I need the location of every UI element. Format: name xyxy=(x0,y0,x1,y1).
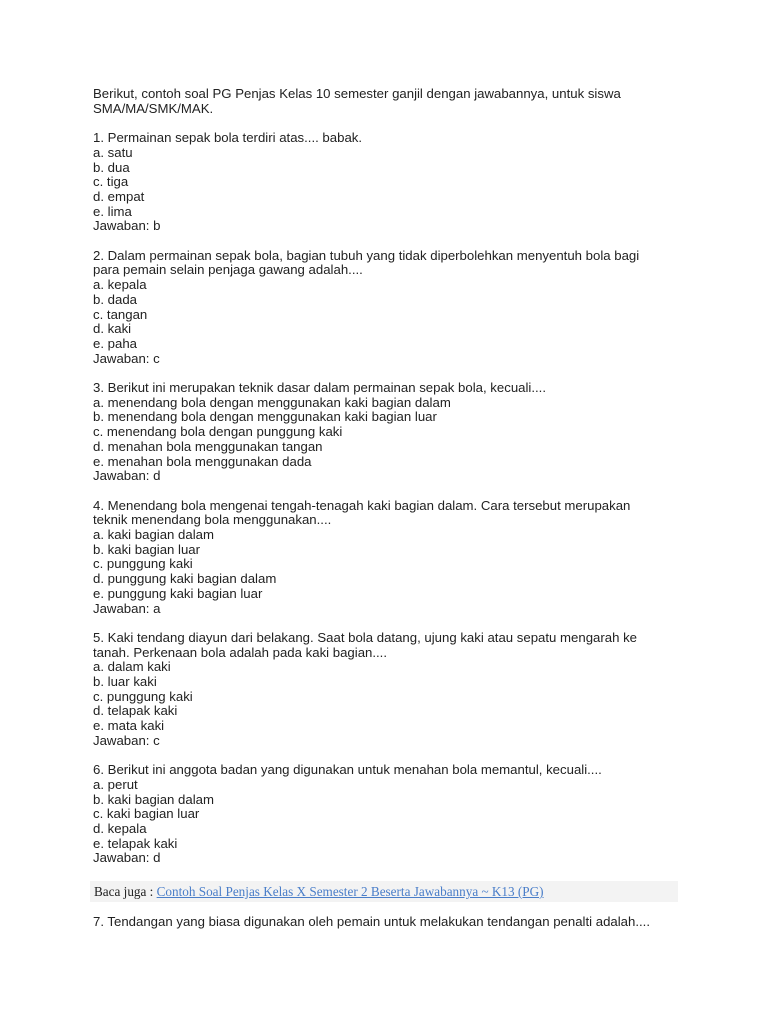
answer-option: b. menendang bola dengan menggunakan kaki bagian luar xyxy=(93,409,437,425)
intro-line: Berikut, contoh soal PG Penjas Kelas 10 semester ganjil dengan jawabannya, untuk siswa xyxy=(93,86,621,101)
question-stem: para pemain selain penjaga gawang adalah.... xyxy=(93,262,363,278)
question-block xyxy=(93,131,683,234)
question-stem: tanah. Perkenaan bola adalah pada kaki bagian.... xyxy=(93,644,388,660)
question-stem: 6. Berikut ini anggota badan yang digunakan untuk menahan bola memantul, kecuali.... xyxy=(93,762,602,778)
answer-key: Jawaban: b xyxy=(93,218,161,234)
answer-option: b. kaki bagian luar xyxy=(93,541,201,557)
document-body xyxy=(93,87,683,881)
question-block xyxy=(93,763,683,866)
intro-line: SMA/MA/SMK/MAK. xyxy=(93,100,214,116)
question-stem: 5. Kaki tendang diayun dari belakang. Saat bola datang, ujung kaki atau sepatu mengarah ke xyxy=(93,629,638,645)
question-block xyxy=(93,499,683,617)
question-stem: teknik menendang bola menggunakan.... xyxy=(93,512,332,528)
answer-option: c. kaki bagian luar xyxy=(93,806,200,822)
baca-juga-link[interactable]: Contoh Soal Penjas Kelas X Semester 2 Beserta Jawabannya ~ K13 (PG) xyxy=(156,884,544,899)
answer-option: a. kepala xyxy=(93,277,147,293)
answer-option: d. kepala xyxy=(93,821,147,837)
answer-option: a. satu xyxy=(93,144,133,160)
answer-option: a. menendang bola dengan menggunakan kaki bagian dalam xyxy=(93,394,451,410)
answer-option: c. punggung kaki xyxy=(93,688,193,704)
question-block xyxy=(93,631,683,749)
answer-key: Jawaban: c xyxy=(93,350,160,366)
question-block xyxy=(93,249,683,367)
question-stem: 2. Dalam permainan sepak bola, bagian tubuh yang tidak diperbolehkan menyentuh bola bagi xyxy=(93,247,640,263)
question-stem: 4. Menendang bola mengenai tengah-tenagah kaki bagian dalam. Cara tersebut merupakan xyxy=(93,497,631,513)
baca-juga-bar xyxy=(90,881,678,902)
answer-option: e. mata kaki xyxy=(93,718,165,734)
question-7-stem: 7. Tendangan yang biasa digunakan oleh pemain untuk melakukan tendangan penalti adalah.... xyxy=(93,914,650,929)
answer-option: b. kaki bagian dalam xyxy=(93,791,214,807)
answer-option: d. menahan bola menggunakan tangan xyxy=(93,438,323,454)
answer-option: b. luar kaki xyxy=(93,674,157,690)
answer-option: a. dalam kaki xyxy=(93,659,171,675)
answer-option: b. dada xyxy=(93,291,137,307)
answer-key: Jawaban: c xyxy=(93,732,160,748)
question-list xyxy=(93,131,683,866)
answer-key: Jawaban: a xyxy=(93,600,161,616)
answer-key: Jawaban: d xyxy=(93,850,161,866)
answer-option: a. perut xyxy=(93,776,138,792)
answer-option: d. punggung kaki bagian dalam xyxy=(93,571,277,587)
answer-option: e. lima xyxy=(93,203,132,219)
question-stem: 1. Permainan sepak bola terdiri atas.... babak. xyxy=(93,130,363,146)
answer-option: e. telapak kaki xyxy=(93,835,178,851)
answer-option: e. punggung kaki bagian luar xyxy=(93,585,263,601)
answer-key: Jawaban: d xyxy=(93,468,161,484)
question-stem: 3. Berikut ini merupakan teknik dasar dalam permainan sepak bola, kecuali.... xyxy=(93,380,547,396)
answer-option: e. menahan bola menggunakan dada xyxy=(93,453,312,469)
answer-option: c. menendang bola dengan punggung kaki xyxy=(93,424,343,440)
baca-juga-label: Baca juga : xyxy=(94,884,157,899)
answer-option: c. punggung kaki xyxy=(93,556,193,572)
question-block xyxy=(93,381,683,484)
answer-option: c. tiga xyxy=(93,174,129,190)
answer-option: d. kaki xyxy=(93,321,132,337)
answer-option: a. kaki bagian dalam xyxy=(93,527,214,543)
answer-option: e. paha xyxy=(93,335,137,351)
answer-option: d. empat xyxy=(93,188,145,204)
answer-option: c. tangan xyxy=(93,306,148,322)
intro-paragraph xyxy=(93,87,683,116)
answer-option: b. dua xyxy=(93,159,130,175)
answer-option: d. telapak kaki xyxy=(93,703,178,719)
